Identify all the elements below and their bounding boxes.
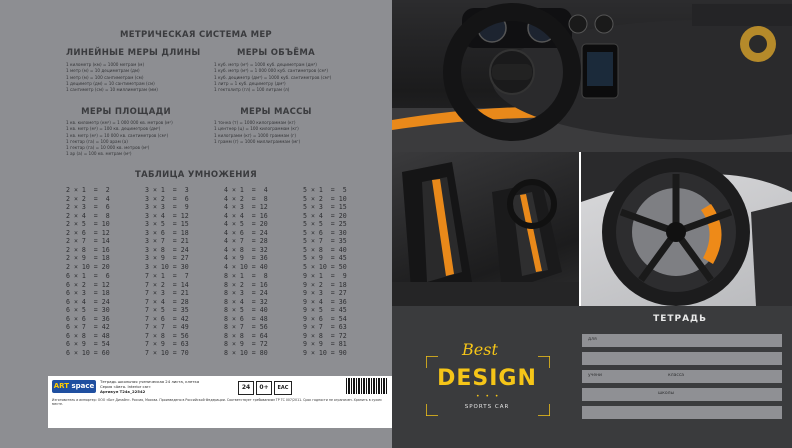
area-heading: МЕРЫ ПЛОЩАДИ [81, 107, 171, 117]
mult-column-5: 5 × 1 = 5 5 × 2 = 10 5 × 3 = 15 5 × 4 = 20 5 × 5 = 25 5 × 6 = 30 5 × 7 = 35 5 × 8 = 40 5 × 9 = 45 5 × 10 = 50 [303, 186, 347, 271]
volume-lines: 1 куб. метр (м³) = 1000 куб. дециметрам (дм³) 1 куб. метр (м³) = 1 000 000 куб. сантиметров (см³) 1 куб. дециметр (дм³) = 1000 куб. сантиметров (см³) 1 литр = 1 куб. дециметру (дм³) 1 гектолитр (гл) = 100 литрам (л) [214, 62, 332, 93]
mult-column-9: 9 × 1 = 9 9 × 2 = 18 9 × 3 = 27 9 × 4 = 36 9 × 5 = 45 9 × 6 = 54 9 × 7 = 63 9 × 8 = 72 9 × 9 = 81 9 × 10 = 90 [303, 272, 347, 357]
dots-divider: • • • [476, 393, 501, 400]
sports-car-subtitle: SPORTS CAR [464, 404, 510, 410]
mult-column-7: 7 × 1 = 7 7 × 2 = 14 7 × 3 = 21 7 × 4 = 28 7 × 5 = 35 7 × 6 = 42 7 × 7 = 49 7 × 8 = 56 7 × 9 = 63 7 × 10 = 70 [145, 272, 189, 357]
dashboard-illustration [392, 0, 792, 152]
multiplication-title: ТАБЛИЦА УМНОЖЕНИЯ [135, 170, 257, 180]
field-name[interactable] [582, 352, 782, 365]
brand-logo: ART space [52, 380, 96, 393]
field-student-class[interactable]: учени класса [582, 370, 782, 383]
length-heading: ЛИНЕЙНЫЕ МЕРЫ ДЛИНЫ [66, 48, 201, 58]
mass-lines: 1 тонна (т) = 1000 килограммам (кг) 1 центнер (ц) = 100 килограммам (кг) 1 килограмм (кг) = 1000 граммам (г) 1 грамм (г) = 1000 миллиграммам (мг) [214, 120, 301, 144]
field-extra[interactable] [582, 406, 782, 419]
label-description: Тетрадь школьная ученическая 24 листа, клетка Серия «Авто. Interior car» Артикул Т24к_22542 [100, 379, 200, 394]
length-lines: 1 километр (км) = 1000 метрам (м) 1 метр (м) = 10 дециметрам (дм) 1 метр (м) = 100 сантиметрам (см) 1 дециметр (дм) = 10 сантиметрам (см) 1 сантиметр (см) = 10 миллиметрам (мм) [66, 62, 158, 93]
mult-column-6: 6 × 1 = 6 6 × 2 = 12 6 × 3 = 18 6 × 4 = 24 6 × 5 = 30 6 × 6 = 36 6 × 7 = 42 6 × 8 = 48 6 × 9 = 54 6 × 10 = 60 [66, 272, 110, 357]
volume-heading: МЕРЫ ОБЪЁМА [236, 48, 316, 58]
seat-photo [392, 152, 579, 306]
mult-column-2: 2 × 1 = 2 2 × 2 = 4 2 × 3 = 6 2 × 4 = 8 2 × 5 = 10 2 × 6 = 12 2 × 7 = 14 2 × 8 = 16 2 × 9 = 18 2 × 10 = 20 [66, 186, 110, 271]
label-fine-print: Изготовитель и импортер: ООО «Бит Дизайн». Россия, Москва. Произведено в Российской Федерации. Соответствует требованиям ТР ТС 007/2011. Срок годности не ограничен. Хранить в сухом месте. [52, 398, 382, 407]
wheel-illustration [581, 152, 792, 306]
product-label [48, 376, 394, 428]
design-title: DESIGN [437, 366, 537, 391]
mult-column-8: 8 × 1 = 8 8 × 2 = 16 8 × 3 = 24 8 × 4 = 32 8 × 5 = 40 8 × 6 = 48 8 × 7 = 56 8 × 8 = 64 8 × 9 = 72 8 × 10 = 80 [224, 272, 268, 357]
field-for[interactable]: для [582, 334, 782, 347]
best-script: Best [462, 340, 498, 359]
dashboard-photo [392, 0, 792, 152]
notebook-title: ТЕТРАДЬ [653, 314, 707, 324]
wheel-photo [581, 152, 792, 306]
sheets-badge: 24 [238, 381, 254, 395]
metric-system-title: МЕТРИЧЕСКАЯ СИСТЕМА МЕР [120, 30, 272, 40]
barcode [346, 378, 388, 394]
mult-column-3: 3 × 1 = 3 3 × 2 = 6 3 × 3 = 9 3 × 4 = 12 3 × 5 = 15 3 × 6 = 18 3 × 7 = 21 3 × 8 = 24 3 × 9 = 27 3 × 10 = 30 [145, 186, 189, 271]
field-school[interactable]: школы [582, 388, 782, 401]
area-lines: 1 кв. километр (км²) = 1 000 000 кв. метров (м²) 1 кв. метр (м²) = 100 кв. дециметров (дм²) 1 кв. метр (м²) = 10 000 кв. сантиметров (см²) 1 гектар (га) = 100 арам (а) 1 гектар (га) = 10 000 кв. метров (м²) 1 ар (а) = 100 кв. метрам (м²) [66, 120, 173, 157]
seat-illustration [392, 152, 579, 306]
age-badge: 0+ [256, 381, 272, 395]
mass-heading: МЕРЫ МАССЫ [240, 107, 312, 117]
notebook-fields [578, 308, 782, 428]
eac-badge: EAC [274, 381, 292, 395]
mult-column-4: 4 × 1 = 4 4 × 2 = 8 4 × 3 = 12 4 × 4 = 16 4 × 5 = 20 4 × 6 = 24 4 × 7 = 28 4 × 8 = 32 4 × 9 = 36 4 × 10 = 40 [224, 186, 268, 271]
